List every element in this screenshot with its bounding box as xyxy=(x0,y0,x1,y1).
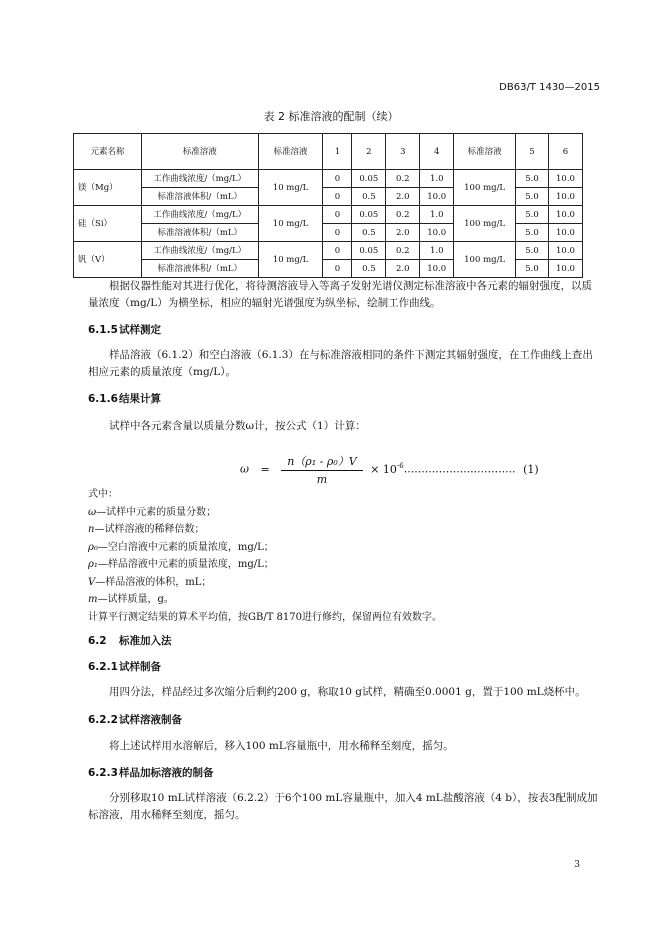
value-cell: 0.5 xyxy=(352,260,386,278)
variable-definitions xyxy=(88,486,442,626)
section-number: 6.1.6 xyxy=(88,393,118,405)
formula-fraction xyxy=(281,453,363,486)
document-code: DB63/T 1430—2015 xyxy=(499,82,600,93)
header-cell: 标准溶液 xyxy=(141,134,258,170)
variable-symbol: V xyxy=(88,576,96,588)
section-heading-6-2-2 xyxy=(88,712,182,727)
table-caption: 表 2 标准溶液的配制（续） xyxy=(263,110,399,123)
formula-multiplier: × 10 xyxy=(370,462,397,476)
value-cell: 10.0 xyxy=(548,260,582,278)
value-cell: 0 xyxy=(323,260,352,278)
value-cell: 0.2 xyxy=(386,206,420,224)
value-cell: 10.0 xyxy=(548,206,582,224)
value-cell: 0.05 xyxy=(352,206,386,224)
header-cell: 2 xyxy=(352,134,386,170)
calibration-paragraph: 根据仪器性能对其进行优化，将待测溶液导入等离子发射光谱仪测定标准溶液中各元素的辐射强度，以质量浓度（mg/L）为横坐标，相应的辐射光谱强度为纵坐标，绘制工作曲线。 xyxy=(88,280,592,309)
element-cell: 硅（Si） xyxy=(74,206,142,242)
stock-solution-cell: 100 mg/L xyxy=(454,242,516,278)
value-cell: 5.0 xyxy=(516,188,549,206)
formula-numerator: n（ρ₁ - ρ₀）V xyxy=(281,453,363,471)
stock-solution-cell: 10 mg/L xyxy=(258,242,323,278)
variable-item xyxy=(88,504,442,522)
header-cell: 6 xyxy=(548,134,582,170)
value-cell: 10.0 xyxy=(548,224,582,242)
section-title: 试样测定 xyxy=(119,324,161,336)
section-title: 标准加入法 xyxy=(119,635,172,647)
variable-symbol: ρ₁ xyxy=(88,559,98,570)
solution-prep-paragraph: 将上述试样用水溶解后，移入100 mL容量瓶中，用水稀释至刻度，摇匀。 xyxy=(109,740,454,752)
section-number: 6.2.1 xyxy=(88,661,118,673)
averaging-note: 计算平行测定结果的算术平均值，按GB/T 8170进行修约，保留两位有效数字。 xyxy=(88,611,443,623)
variable-symbol: ρ₀ xyxy=(88,541,98,553)
value-cell: 5.0 xyxy=(516,242,549,260)
header-cell: 标准溶液 xyxy=(258,134,323,170)
element-cell: 镁（Mg） xyxy=(74,170,142,206)
value-cell: 10.0 xyxy=(548,242,582,260)
value-cell: 10.0 xyxy=(548,170,582,188)
variable-description: —空白溶液中元素的质量浓度，mg/L； xyxy=(97,541,274,553)
formula-denominator: m xyxy=(316,473,328,486)
value-cell: 0.5 xyxy=(352,188,386,206)
calculation-intro: 试样中各元素含量以质量分数ω计，按公式（1）计算： xyxy=(109,420,366,432)
variable-item xyxy=(88,556,442,574)
section-number: 6.2.3 xyxy=(88,767,118,779)
value-cell: 0.2 xyxy=(386,242,420,260)
section-title: 样品加标溶液的制备 xyxy=(119,767,214,779)
row-label: 标准溶液体积/（mL） xyxy=(141,260,258,278)
table-row xyxy=(74,206,583,224)
section-title: 试样制备 xyxy=(119,661,161,673)
value-cell: 5.0 xyxy=(516,170,549,188)
row-label: 标准溶液体积/（mL） xyxy=(141,188,258,206)
header-cell: 3 xyxy=(386,134,420,170)
header-cell: 4 xyxy=(420,134,454,170)
variable-symbol: ω xyxy=(88,506,97,518)
variable-description: —试样中元素的质量分数； xyxy=(96,506,217,518)
value-cell: 0 xyxy=(323,206,352,224)
sample-measurement-paragraph: 样品溶液（6.1.2）和空白溶液（6.1.3）在与标准溶液相同的条件下测定其辐射强度，在工作曲线上查出相应元素的质量浓度（mg/L）。 xyxy=(88,349,593,378)
section-heading-6-2-1 xyxy=(88,659,161,674)
header-cell: 元素名称 xyxy=(74,134,142,170)
formula-number: (1) xyxy=(523,462,539,476)
section-number: 6.2 xyxy=(88,635,107,647)
value-cell: 10.0 xyxy=(420,224,454,242)
variable-description: —样品溶液的体积，mL； xyxy=(95,576,212,588)
variable-item xyxy=(88,591,442,609)
table-row xyxy=(74,242,583,260)
row-label: 工作曲线浓度/（mg/L） xyxy=(141,242,258,260)
value-cell: 2.0 xyxy=(386,224,420,242)
variable-item xyxy=(88,539,442,557)
table-header-row xyxy=(74,134,583,170)
value-cell: 5.0 xyxy=(516,260,549,278)
table-row xyxy=(74,170,583,188)
stock-solution-cell: 100 mg/L xyxy=(454,170,516,206)
variable-description: —试样质量，g。 xyxy=(97,594,174,605)
formula-exponent: -6 xyxy=(396,461,404,470)
variable-symbol: m xyxy=(88,594,98,605)
variable-description: —试样溶液的稀释倍数； xyxy=(94,524,205,535)
value-cell: 1.0 xyxy=(420,206,454,224)
where-label: 式中： xyxy=(88,489,118,500)
formula-lhs: ω xyxy=(240,462,249,476)
row-label: 工作曲线浓度/（mg/L） xyxy=(141,206,258,224)
stock-solution-cell: 100 mg/L xyxy=(454,206,516,242)
variable-symbol: n xyxy=(88,524,95,535)
value-cell: 10.0 xyxy=(548,188,582,206)
value-cell: 0 xyxy=(323,224,352,242)
header-cell: 标准溶液 xyxy=(454,134,516,170)
value-cell: 0 xyxy=(323,188,352,206)
row-label: 标准溶液体积/（mL） xyxy=(141,224,258,242)
section-title: 结果计算 xyxy=(119,393,161,405)
value-cell: 1.0 xyxy=(420,242,454,260)
variable-item xyxy=(88,521,442,539)
spiked-solution-paragraph: 分别移取10 mL试样溶液（6.2.2）于6个100 mL容量瓶中，加入4 mL盐酸溶液（4 b），按表3配制成加标溶液，用水稀释至刻度，摇匀。 xyxy=(88,792,598,821)
section-heading-6-1-6 xyxy=(88,391,161,406)
value-cell: 5.0 xyxy=(516,206,549,224)
section-heading-6-2 xyxy=(88,633,172,648)
section-heading-6-1-5 xyxy=(88,322,161,337)
section-number: 6.2.2 xyxy=(88,714,118,726)
section-title: 试样溶液制备 xyxy=(119,714,182,726)
header-cell: 1 xyxy=(323,134,352,170)
value-cell: 2.0 xyxy=(386,188,420,206)
standard-solution-table xyxy=(73,133,583,278)
value-cell: 0 xyxy=(323,170,352,188)
header-cell: 5 xyxy=(516,134,549,170)
value-cell: 0.5 xyxy=(352,224,386,242)
value-cell: 10.0 xyxy=(420,188,454,206)
formula-leader-dots: ................................ xyxy=(403,462,516,476)
row-label: 工作曲线浓度/（mg/L） xyxy=(141,170,258,188)
value-cell: 0 xyxy=(323,242,352,260)
section-heading-6-2-3 xyxy=(88,765,214,780)
formula-equals: = xyxy=(260,462,270,476)
variable-description: —样品溶液中元素的质量浓度，mg/L； xyxy=(97,559,274,570)
value-cell: 0.05 xyxy=(352,242,386,260)
sample-prep-paragraph: 用四分法，样品经过多次缩分后剩约200 g，称取10 g试样，精确至0.0001 g，置于100 mL烧杯中。 xyxy=(109,686,586,698)
value-cell: 0.05 xyxy=(352,170,386,188)
value-cell: 2.0 xyxy=(386,260,420,278)
variable-item xyxy=(88,574,442,592)
value-cell: 1.0 xyxy=(420,170,454,188)
value-cell: 5.0 xyxy=(516,224,549,242)
value-cell: 0.2 xyxy=(386,170,420,188)
stock-solution-cell: 10 mg/L xyxy=(258,170,323,206)
page-number: 3 xyxy=(574,860,580,870)
formula-1 xyxy=(240,453,539,486)
stock-solution-cell: 10 mg/L xyxy=(258,206,323,242)
value-cell: 10.0 xyxy=(420,260,454,278)
element-cell: 钒（V） xyxy=(74,242,142,278)
section-number: 6.1.5 xyxy=(88,324,118,336)
